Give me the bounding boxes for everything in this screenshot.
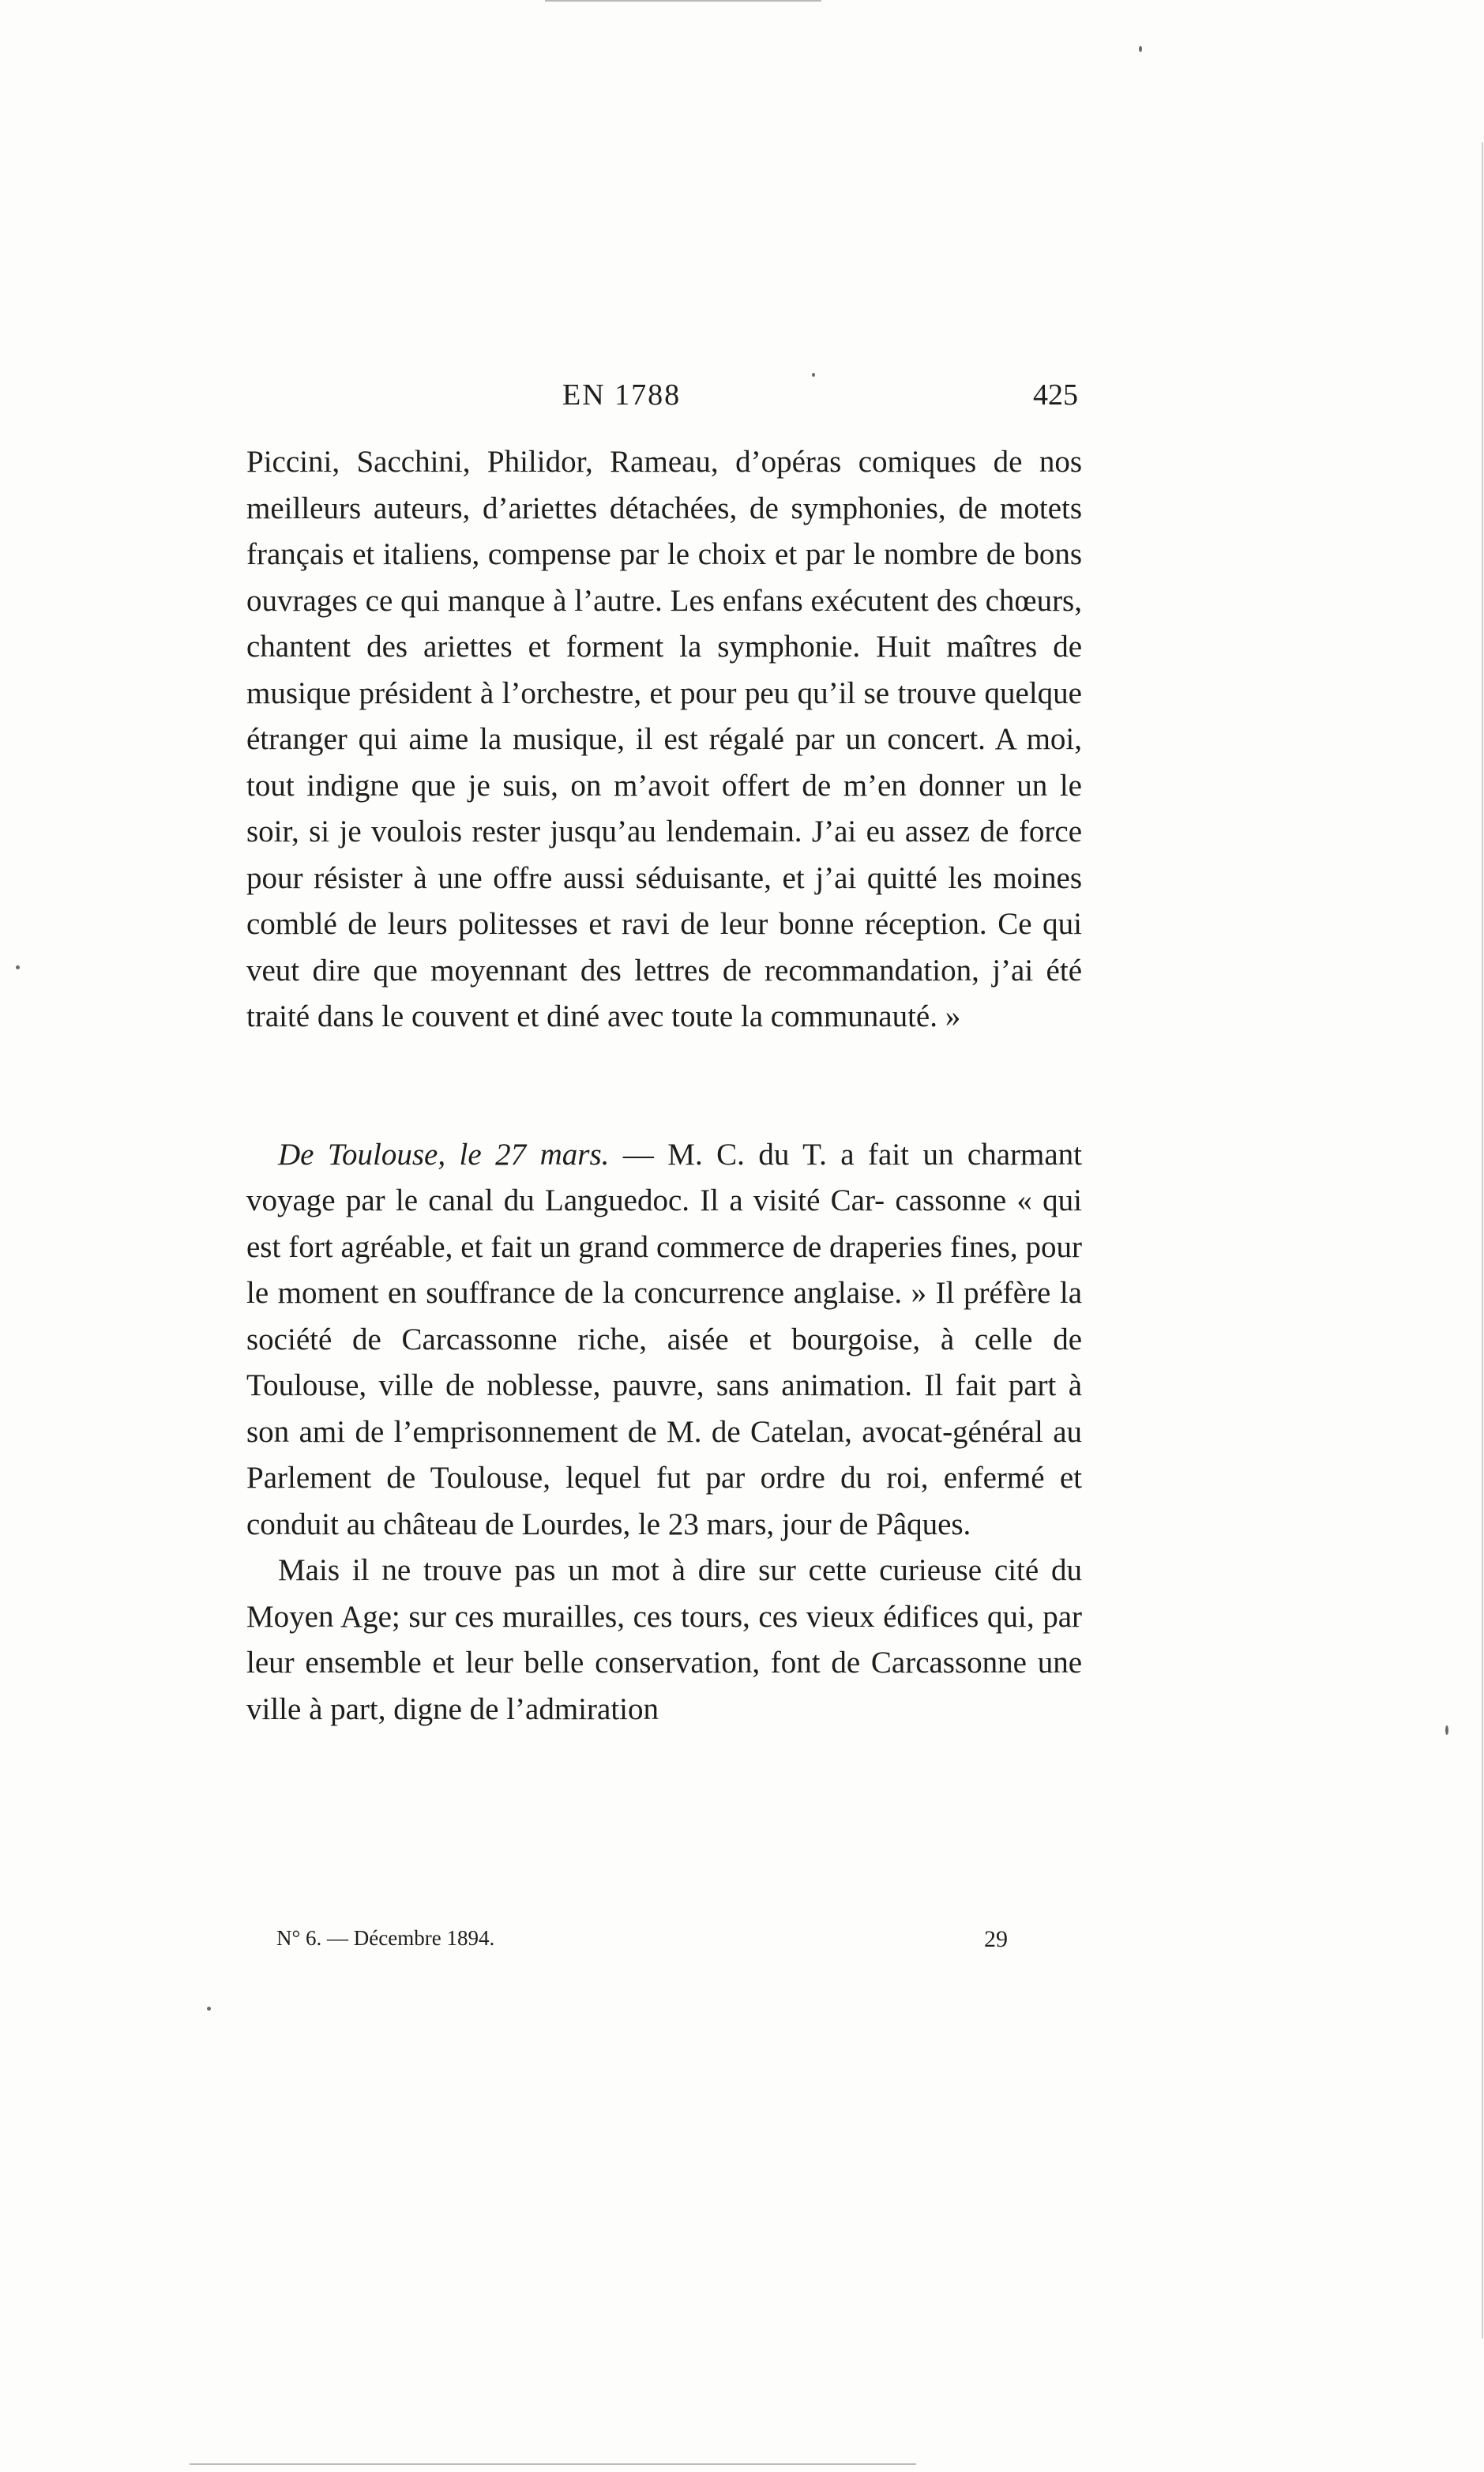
page-footer: [0, 1926, 1484, 1958]
text-line: lettres de recommandation, j’ai été traité dans le couvent: [246, 953, 1082, 1033]
text-line: édifices qui, par leur ensemble et leur belle conservation,: [246, 1599, 1082, 1680]
running-head: [0, 378, 1484, 425]
section-gap: [246, 1040, 1082, 1132]
page-number: 425: [1033, 378, 1078, 412]
scan-speck: [1445, 1725, 1448, 1735]
text-line: de draperies fines, pour le moment en souffrance de la: [246, 1229, 1083, 1310]
text-line: font de Carcassonne une ville à part, digne de l’admiration: [246, 1646, 1083, 1726]
page-edge-shadow: [1482, 142, 1483, 2338]
text-line: assez de force pour résister à une offre aussi séduisante, et: [246, 815, 1082, 895]
text-line: et diné avec toute la communauté. »: [517, 999, 961, 1033]
text-line: de motets français et italiens, compense par le choix et par: [246, 491, 1083, 571]
text-line: cité du Moyen Age; sur ces murailles, ces tours, ces vieux: [246, 1553, 1083, 1634]
dateline: De Toulouse, le 27 mars.: [278, 1137, 610, 1172]
text-line: un le soir, si je voulois rester jusqu’au lendemain. J’ai eu: [246, 768, 1082, 848]
scan-speck: [812, 373, 815, 377]
text-line: concurrence anglaise. » Il préfère la société de Carcassonne: [246, 1276, 1083, 1356]
text-line: nos meilleurs auteurs, d’ariettes détachées, de symphonies,: [246, 445, 1083, 525]
text-line: Parlement de Toulouse, lequel fut par ordre du roi, enfermé: [246, 1461, 1045, 1495]
text-line: l’orchestre, et pour peu qu’il se trouve quelque étranger: [246, 675, 1082, 756]
body-text: [246, 439, 1082, 1733]
text-line: — M. C. du T. a fait un: [609, 1137, 954, 1172]
text-line: et conduit au château de Lourdes, le 23 mars, jour de: [246, 1461, 1082, 1541]
text-line: Mais il ne trouve pas un mot à dire sur cette curieuse: [278, 1553, 982, 1587]
text-line: Pâques.: [876, 1507, 971, 1541]
text-line: le nombre de bons ouvrages ce qui manque à l’autre. Les: [246, 537, 1082, 618]
text-line: leur bonne réception. Ce qui veut dire que moyennant des: [246, 907, 1082, 988]
text-line: noblesse, pauvre, sans animation. Il fait part à son ami de: [246, 1368, 1083, 1449]
text-line: riche, aisée et bourgoise, à celle de Toulouse, ville de: [246, 1322, 1083, 1402]
text-line: charmant voyage par le canal du Languedoc. Il a visité Car-: [246, 1137, 1082, 1217]
scan-speck: [16, 965, 20, 969]
scan-speck: [207, 2007, 211, 2011]
scan-edge-line: [545, 0, 821, 2]
text-line: tout indigne que je suis, on m’avoit offert de m’en donner: [246, 768, 1005, 803]
text-line: qui aime la musique, il est régalé par un concert. A moi,: [358, 722, 1083, 756]
text-line: enfans exécutent des chœurs, chantent des ariettes et: [246, 583, 1082, 664]
issue-line: N° 6. — Décembre 1894.: [276, 1926, 495, 1950]
text-line: j’ai quitté les moines comblé de leurs politesses et ravi de: [246, 860, 1083, 941]
signature-mark: 29: [984, 1926, 1008, 1952]
paragraph-3: [246, 1548, 1082, 1733]
text-line: l’emprisonnement de M. de Catelan, avocat-général au: [393, 1414, 1083, 1449]
paragraph-2: [246, 1132, 1082, 1548]
scan-speck: [1139, 46, 1142, 52]
text-line: cassonne « qui est fort agréable, et fait un grand commerce: [246, 1183, 1083, 1264]
text-line: forment la symphonie. Huit maîtres de musique président à: [246, 630, 1082, 710]
text-line: Piccini, Sacchini, Philidor, Rameau, d’opéras comiques de: [246, 445, 1023, 479]
scan-edge-line: [190, 2463, 916, 2465]
paragraph-1: [246, 439, 1082, 1040]
running-head-title: EN 1788: [562, 378, 682, 412]
